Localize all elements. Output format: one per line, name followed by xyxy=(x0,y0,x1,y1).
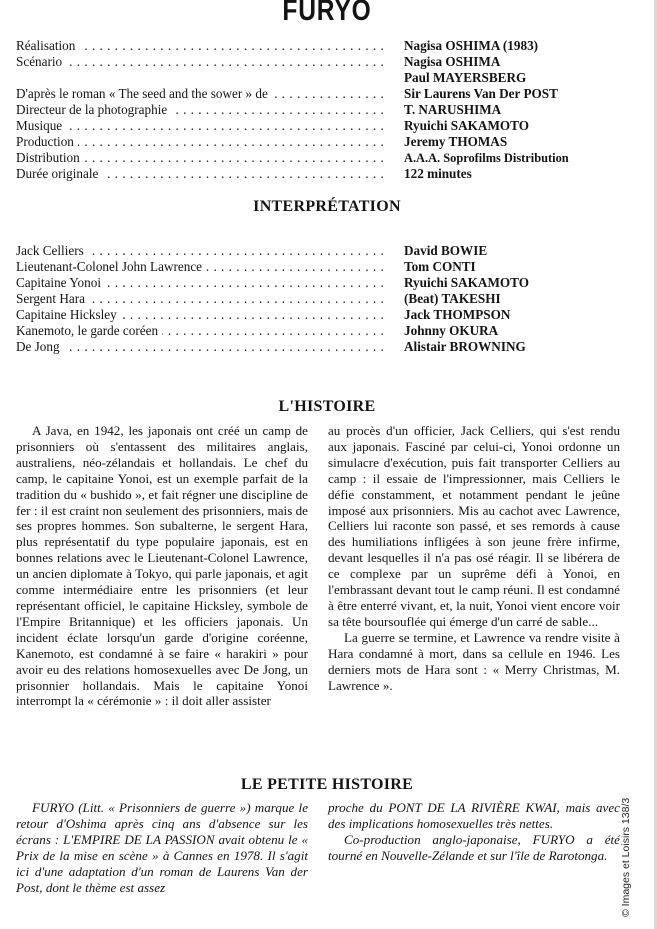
cast-role: Jack Celliers . . . xyxy=(16,243,386,259)
credit-label: Réalisation . . . xyxy=(16,38,386,54)
cast-role: Kanemoto, le garde coréen . . . xyxy=(16,323,386,339)
credit-row xyxy=(16,150,641,166)
cast-role: De Jong . . . xyxy=(16,339,386,355)
credit-row xyxy=(16,70,641,86)
cast-row xyxy=(16,275,641,291)
credit-row xyxy=(16,102,641,118)
histoire-right-column xyxy=(328,423,620,693)
cast-role: Sergent Hara . . . xyxy=(16,291,386,307)
cast-row xyxy=(16,339,641,355)
paragraph: proche du PONT DE LA RIVIÈRE KWAI, mais avec des implications homosexuelles très nettes. xyxy=(328,800,620,831)
credit-label: Directeur de la photographie . . . xyxy=(16,102,386,118)
petite-histoire-heading: LE PETITE HISTOIRE xyxy=(240,776,414,793)
credit-value: Paul MAYERSBERG xyxy=(404,70,527,85)
credit-label: Distribution . . . xyxy=(16,150,386,166)
histoire-heading: L'HISTOIRE xyxy=(278,398,376,415)
credit-value: A.A.A. Soprofilms Distribution xyxy=(404,151,569,165)
cast-role: Lieutenant-Colonel John Lawrence . . . xyxy=(16,259,386,275)
credit-row xyxy=(16,54,641,70)
credit-value: Sir Laurens Van Der POST xyxy=(404,86,558,101)
copyright-notice: © Images et Loisirs 138/3 xyxy=(620,797,632,917)
histoire-left-column xyxy=(16,423,308,709)
cast-actor: David BOWIE xyxy=(404,243,488,258)
cast-actor: Alistair BROWNING xyxy=(404,339,526,354)
cast-row xyxy=(16,243,641,259)
cast-actor: Jack THOMPSON xyxy=(404,307,511,322)
paragraph: au procès d'un officier, Jack Celliers, qui s'est rendu aux japonais. Fasciné par celui-ci, Yonoi ordonne un simulacre d'exécution, puis fait transporter Celliers au camp : il essaie de l'impressionner, mais Celliers le défie constamment, et notamment pendant le jeûne imposé aux prisonniers. Mis au cachot avec Lawrence, Celliers lui raconte son passé, et ses remords à cause des humiliations infligées à son jeune frère infirme, devant lesquelles il n'a pas osé réagir. Il se libérera de ce complexe par un suprême défi à Yonoi, en l'embrassant devant tout le camp réuni. Il est condamné à être enterré vivant, et, la nuit, Yonoi vient encore voir sa tête boursouflée qui émerge d'un carré de sable... xyxy=(328,423,620,629)
paragraph: FURYO (Litt. « Prisonniers de guerre ») marque le retour d'Oshima après cinq ans d'absence sur les écrans : L'EMPIRE DE LA PASSION avait obtenu le « Prix de la mise en scène » à Cannes en 1978. Il s'agit ici d'une adaptation d'un roman de Laurens Van der Post, dont le thème est assez xyxy=(16,800,308,895)
credit-row xyxy=(16,118,641,134)
credit-value: Nagisa OSHIMA (1983) xyxy=(404,38,539,53)
credit-row xyxy=(16,166,641,182)
credit-value: Ryuichi SAKAMOTO xyxy=(404,118,529,133)
cast-actor: Ryuichi SAKAMOTO xyxy=(404,275,529,290)
paragraph: A Java, en 1942, les japonais ont créé un camp de prisonniers où s'entassent des militaires anglais, australiens, néo-zélandais et hollandais. Le chef du camp, le capitaine Yonoi, est un exemple parfait de la tradition du « bushido », et fait régner une discipline de fer : il est craint non seulement des prisonniers, mais de ses propres hommes. Son subalterne, le sergent Hara, plus représentatif du type populaire japonais, est en bonnes relations avec le Lieutenant-Colonel Lawrence, un ancien diplomate à Tokyo, qui parle japonais, et agit comme intermédiaire entre les prisonniers (et leur représentant officiel, le capitaine Hicksley, symbole de l'Empire Britannique) et les officiers japonais. Un incident éclate lorsqu'un garde d'origine coréenne, Kanemoto, est condamné à se faire « harakiri » pour avoir eu des relations homosexuelles avec De Jong, un prisonnier hollandais. Mais le capitaine Yonoi interrompt la « cérémonie » : il doit aller assister xyxy=(16,423,308,709)
credit-value: T. NARUSHIMA xyxy=(404,102,502,117)
credit-label: D'après le roman « The seed and the sower » de . . . xyxy=(16,86,386,102)
paragraph: Co-production anglo-japonaise, FURYO a été tourné en Nouvelle-Zélande et sur l'île de Rarotonga. xyxy=(328,831,620,863)
cast-role: Capitaine Hicksley . . . xyxy=(16,307,386,323)
petite-histoire-right-column xyxy=(328,800,620,864)
credit-row xyxy=(16,134,641,150)
cast-row xyxy=(16,307,641,323)
credit-value: Jeremy THOMAS xyxy=(404,134,508,149)
credit-row xyxy=(16,86,641,102)
cast-row xyxy=(16,259,641,275)
cast-actor: Tom CONTI xyxy=(404,259,476,274)
credit-label: Scénario . . . xyxy=(16,54,386,70)
interpretation-heading: INTERPRÉTATION xyxy=(253,198,401,215)
credit-label: Production . . . xyxy=(16,134,386,150)
credit-value: Nagisa OSHIMA xyxy=(404,54,501,69)
paragraph: La guerre se termine, et Lawrence va rendre visite à Hara condamné à mort, dans sa cellule en 1946. Les derniers mots de Hara sont : « Merry Christmas, M. Lawrence ». xyxy=(328,629,620,693)
film-title: FURYO xyxy=(282,0,372,27)
cast-actor: (Beat) TAKESHI xyxy=(404,291,501,306)
cast-row xyxy=(16,291,641,307)
cast-role: Capitaine Yonoi . . . xyxy=(16,275,386,291)
credit-row xyxy=(16,38,641,54)
petite-histoire-left-column xyxy=(16,800,308,895)
credit-value: 122 minutes xyxy=(404,166,472,181)
cast-row xyxy=(16,323,641,339)
credit-label: Durée originale . . . xyxy=(16,166,386,182)
cast-actor: Johnny OKURA xyxy=(404,323,499,338)
credit-label: Musique . . . xyxy=(16,118,386,134)
